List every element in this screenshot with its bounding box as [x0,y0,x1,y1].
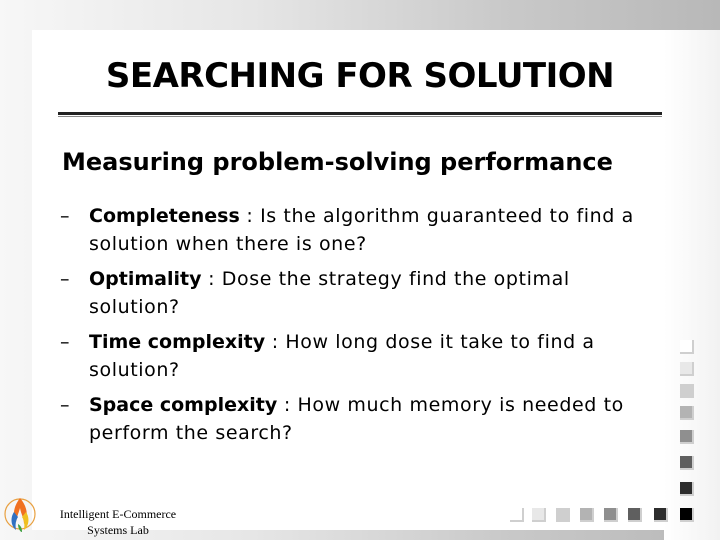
bullet-separator: : [201,268,222,290]
bullet-time-complexity [60,328,660,384]
deco-square [556,508,570,522]
deco-square [680,362,694,376]
deco-square [680,430,694,444]
bullet-text: Dose the strategy find the optimal solution? [89,268,570,318]
bullet-separator: : [239,205,261,227]
bullet-text: Is the algorithm guaranteed to find a solution when there is one? [89,205,634,255]
bullet-term: Time complexity [89,331,266,353]
deco-square [680,482,694,496]
deco-square [680,508,694,522]
deco-square [680,456,694,470]
deco-square [532,508,546,522]
bullet-space-complexity [60,391,660,447]
bullet-list [60,202,660,454]
deco-square [680,384,694,398]
footer-line-1: Intelligent E-Commerce [59,507,177,521]
deco-square [628,508,642,522]
bullet-dash: – [60,331,70,353]
section-heading: Measuring problem-solving performance [62,148,613,176]
deco-square [580,508,594,522]
bullet-completeness [60,202,660,258]
slide-title: SEARCHING FOR SOLUTION [105,56,615,96]
deco-square [654,508,668,522]
footer-lab-name [56,506,180,538]
title-underline [58,112,662,115]
bullet-dash: – [60,268,70,290]
bullet-dash: – [60,205,70,227]
bullet-dash: – [60,394,70,416]
footer-line-2: Systems Lab [87,523,149,537]
bullet-text: How much memory is needed to perform the search? [89,394,624,444]
bullet-optimality [60,265,660,321]
deco-square [604,508,618,522]
bullet-term: Space complexity [89,394,278,416]
bullet-term: Optimality [89,268,202,290]
bullet-term: Completeness [89,205,240,227]
bullet-separator: : [277,394,298,416]
bullet-text: How long dose it take to find a solution? [89,331,595,381]
bullet-separator: : [265,331,286,353]
title-underline-thin [58,116,662,117]
flame-emblem-icon [2,490,38,538]
deco-square [680,406,694,420]
deco-square [510,508,524,522]
deco-square [680,340,694,354]
